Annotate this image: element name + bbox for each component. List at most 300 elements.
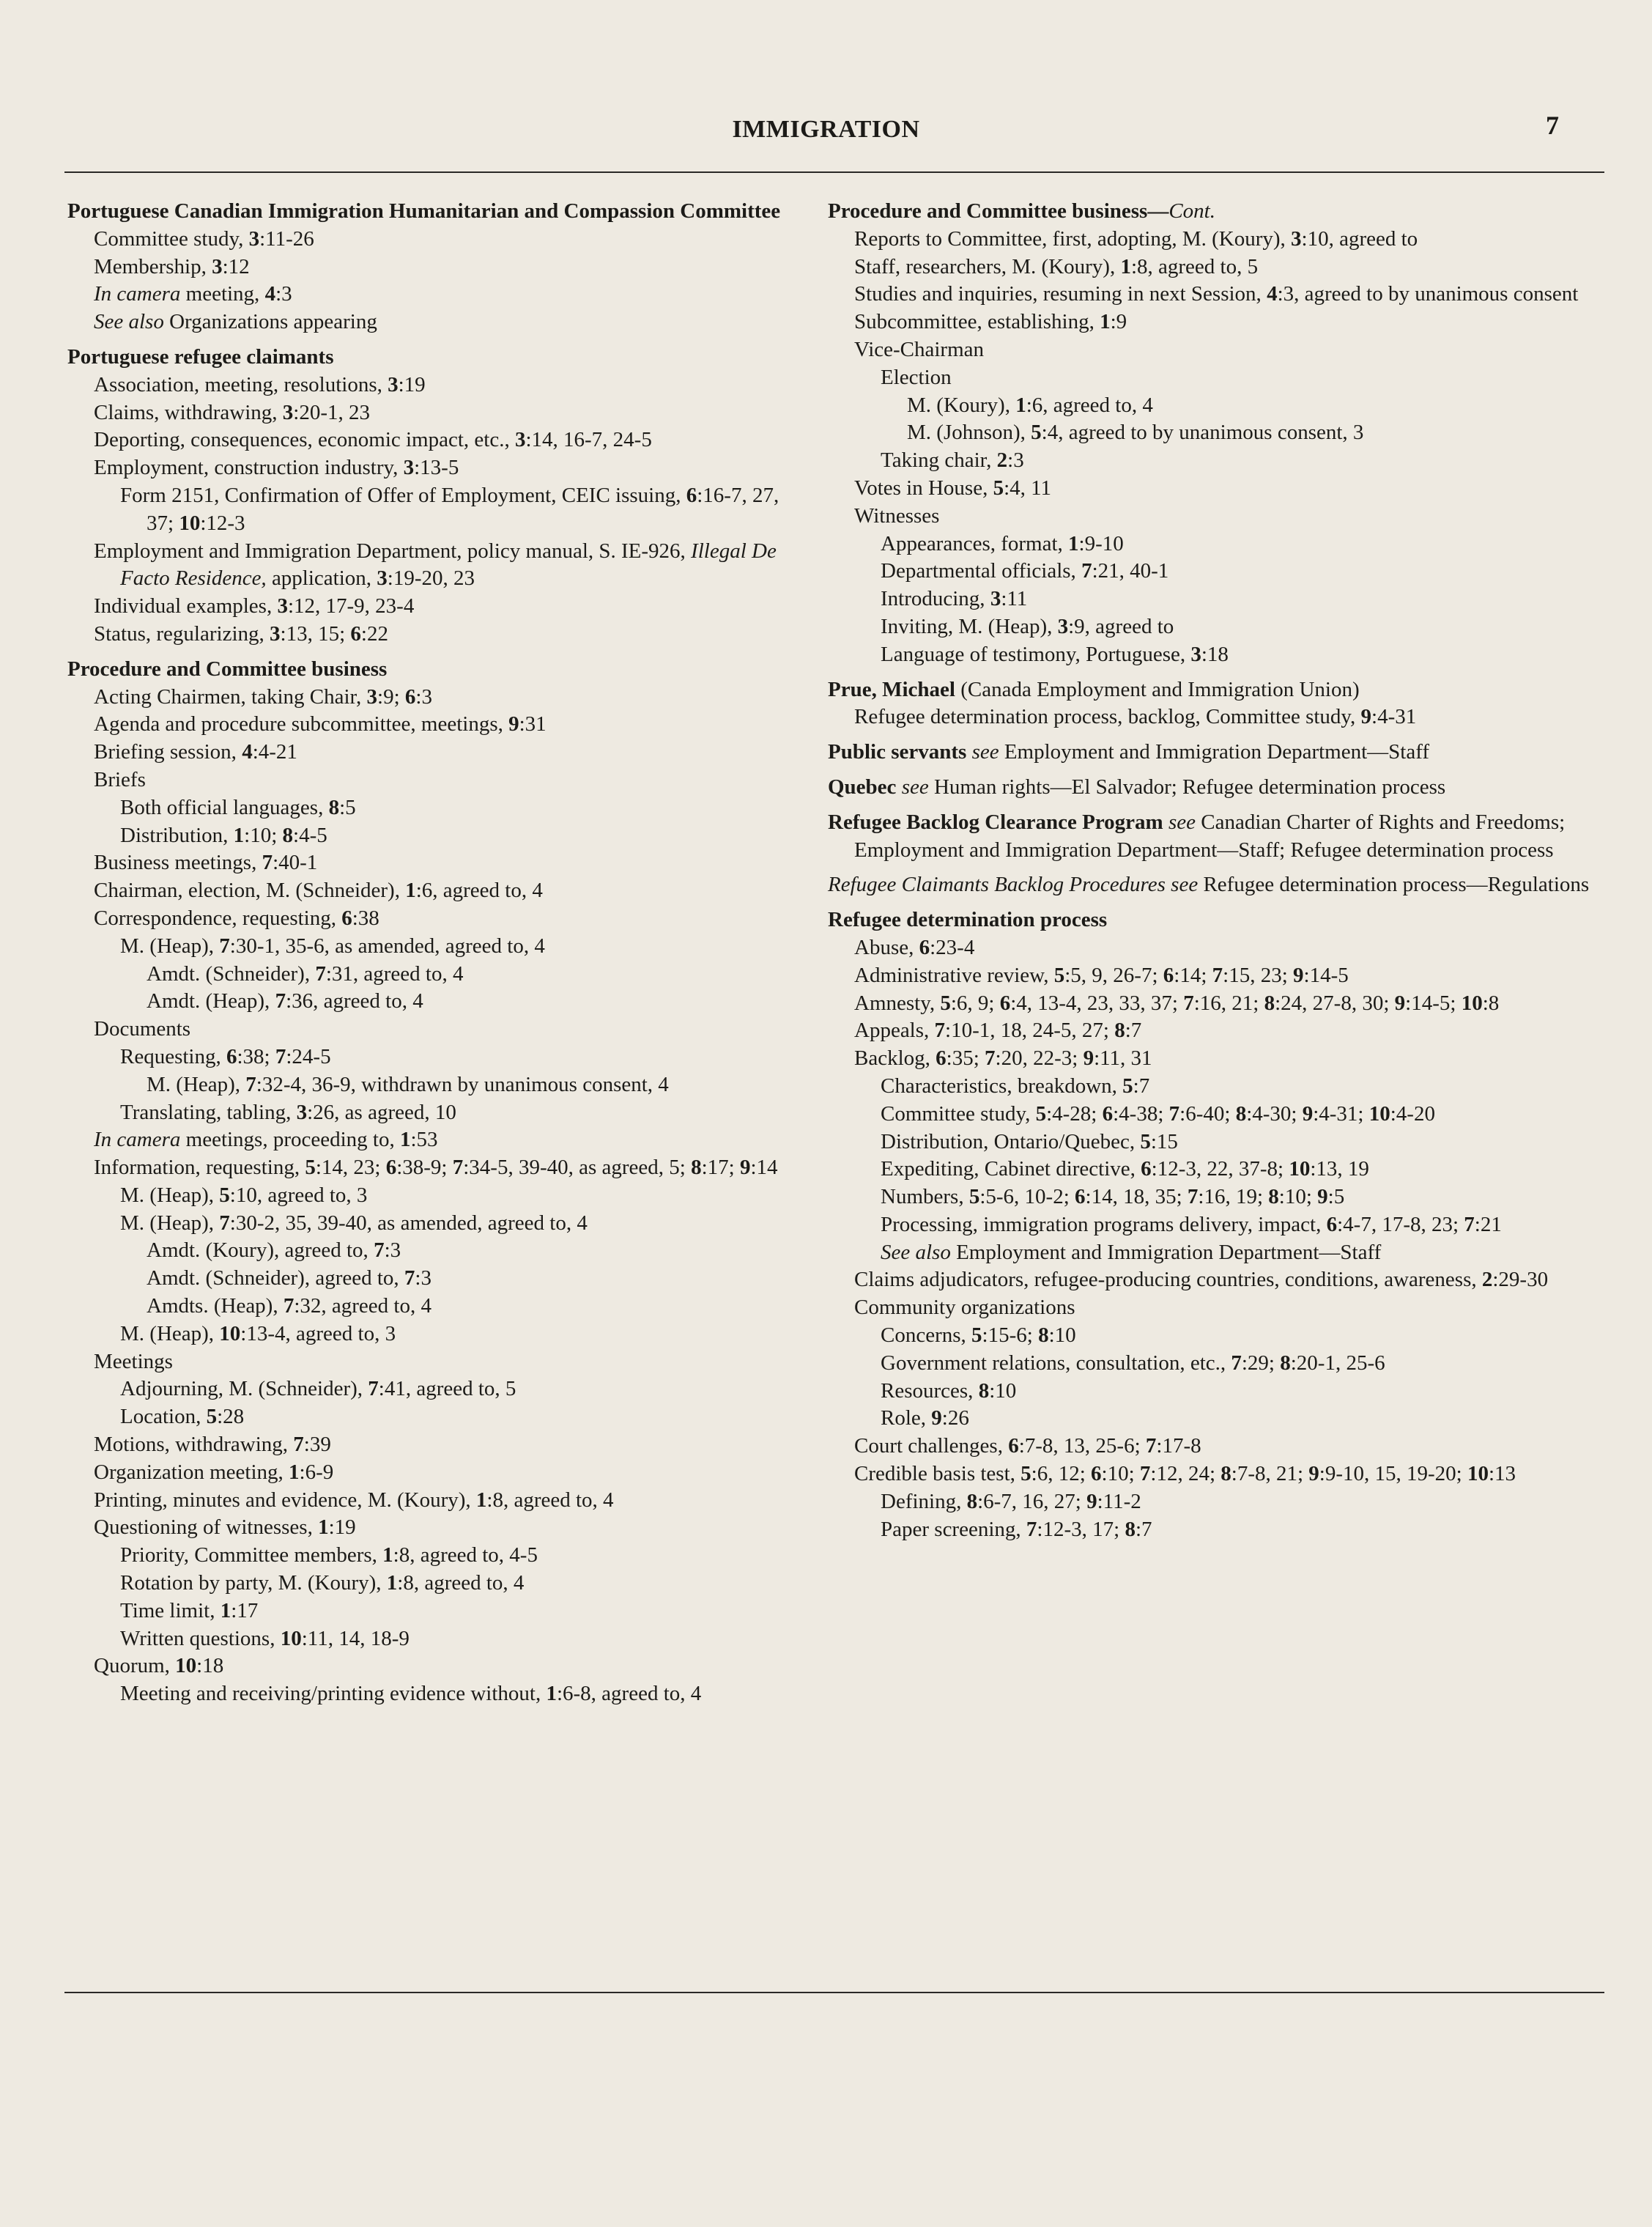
entry-text: 10 [219,1321,241,1345]
entry-text: Briefing session, [94,740,242,764]
entry-text: :3 [1007,448,1024,473]
entry-text: :38; [237,1044,275,1068]
entry-text: 7 [1145,1434,1157,1458]
entry-text: Community organizations [854,1296,1075,1320]
entry-text: 7 [293,1433,304,1457]
entry-text: :10, agreed to [1301,226,1418,251]
index-entry [67,1071,800,1099]
entry-text: Government relations, consultation, etc., [881,1351,1231,1375]
entry-text: 6 [1102,1101,1114,1126]
index-entry [828,447,1604,475]
entry-text: Court challenges, [854,1434,1009,1458]
index-heading [67,344,800,372]
entry-text: Employment and Immigration Department—Staff [950,1240,1382,1264]
index-entry [67,1321,800,1348]
entry-text: :12 [222,254,250,278]
index-entry [828,962,1604,990]
entry-text: Adjourning, M. (Schneider), [120,1377,368,1401]
entry-text: :38-9; [396,1156,453,1180]
entry-text: 5 [1035,1101,1047,1126]
entry-text: Human rights—El Salvador; Refugee determination process [928,775,1446,799]
page-title: IMMIGRATION [732,116,920,143]
entry-text: 5 [206,1405,218,1429]
entry-text: :6-7, 16, 27; [977,1489,1087,1513]
entry-text: Numbers, [881,1185,969,1209]
entry-text: Refugee determination process [828,908,1108,932]
page-number: 7 [1546,111,1559,140]
entry-text: 10 [1289,1157,1311,1181]
entry-text: :10; [1101,1462,1140,1486]
entry-text: 6 [341,906,352,930]
entry-text: :6, 9; [950,991,1000,1015]
entry-text: 7 [245,1072,256,1096]
entry-text: 7 [368,1377,379,1401]
entry-text: 3 [270,621,281,646]
entry-text: :15 [1150,1129,1178,1153]
entry-text: :6, 12; [1031,1462,1092,1486]
entry-text: 5 [1140,1129,1151,1153]
index-entry [67,1375,800,1403]
entry-text: Committee study, [94,226,249,251]
index-entry [828,364,1604,392]
entry-text: 5 [940,991,951,1015]
entry-text: Concerns, [881,1323,972,1348]
entry-text: 3 [1291,226,1302,251]
entry-text: 8 [966,1489,978,1513]
entry-text: Studies and inquiries, resuming in next Session, [854,282,1267,306]
entry-text: Backlog, [854,1046,936,1071]
entry-text: Association, meeting, resolutions, [94,372,388,396]
index-entry [67,739,800,767]
entry-text: 6 [1163,963,1174,987]
entry-text: Written questions, [120,1626,281,1650]
entry-text: 7 [452,1156,464,1180]
entry-text: 8 [691,1156,702,1180]
entry-text: :13-5 [414,456,459,480]
entry-text: Processing, immigration programs delivery, impact, [881,1212,1327,1236]
entry-text: Acting Chairmen, taking Chair, [94,684,367,709]
entry-text: Motions, withdrawing, [94,1433,294,1457]
index-entry [828,1101,1604,1129]
entry-text: 10 [280,1626,302,1650]
entry-text: :29; [1241,1351,1281,1375]
entry-text: See also [881,1240,951,1264]
entry-text: Role, [881,1406,932,1430]
entry-text: M. (Johnson), [907,421,1031,445]
entry-text: :4-28; [1046,1101,1103,1126]
entry-text: :9; [377,684,405,709]
index-heading [828,871,1604,899]
entry-text: Amdt. (Heap), [147,989,275,1013]
entry-text: Departmental officials, [881,559,1082,583]
index-entry [67,1044,800,1071]
entry-text: 3 [296,1100,308,1124]
entry-text: Distribution, [120,823,234,847]
entry-text: 7 [1187,1185,1199,1209]
entry-text: :6-9 [299,1460,334,1484]
footer-rule [64,1992,1604,1993]
entry-text: 1 [1015,393,1026,417]
index-entry [828,558,1604,586]
entry-text: Reports to Committee, first, adopting, M. (Koury), [854,226,1292,251]
index-entry [67,1348,800,1376]
entry-text: Both official languages, [120,795,329,819]
entry-text: :10-1, 18, 24-5, 27; [945,1019,1115,1043]
entry-text: 7 [1183,991,1194,1015]
entry-text: :11-2 [1097,1489,1141,1513]
entry-text: 7 [985,1046,996,1071]
index-entry [67,1514,800,1542]
entry-text: Language of testimony, Portuguese, [881,642,1191,666]
index-entry [67,933,800,961]
entry-text: 7 [1168,1101,1180,1126]
index-heading [828,676,1604,704]
entry-text: 9 [508,712,519,736]
entry-text: :7 [1135,1517,1152,1541]
entry-text: :13, 19 [1310,1157,1369,1181]
entry-text: 10 [179,511,201,535]
entry-text: 9 [1394,991,1406,1015]
entry-text: Amdts. (Heap), [147,1294,284,1318]
entry-text: :38 [352,906,379,930]
entry-text: 5 [1031,421,1042,445]
entry-text: Employment and Immigration Department—Staff [999,740,1429,764]
entry-text: :20-1, 23 [293,400,370,424]
entry-text: :5 [339,795,356,819]
entry-text: Public servants [828,740,967,764]
entry-text: :10; [1278,1185,1318,1209]
index-entry [67,399,800,427]
entry-text: :12-3, 17; [1037,1517,1125,1541]
entry-text: :35; [946,1046,985,1071]
entry-text: :32-4, 36-9, withdrawn by unanimous consent, 4 [256,1072,669,1096]
entry-text: :30-1, 35-6, as amended, agreed to, 4 [229,934,545,958]
index-entry [828,1294,1604,1322]
entry-text: 6 [1091,1462,1102,1486]
entry-text: 1 [382,1543,393,1567]
entry-text: see [896,775,929,799]
entry-text: Defining, [881,1489,967,1513]
entry-text: 1 [386,1571,398,1595]
index-entry [67,226,800,254]
entry-text: Employment, construction industry, [94,456,404,480]
entry-text: :18 [1201,642,1229,666]
entry-text: Portuguese Canadian Immigration Humanitarian and Compassion Committee [67,199,781,223]
entry-text: Documents [94,1017,191,1041]
entry-text: 8 [1125,1517,1136,1541]
entry-text: :26 [941,1406,969,1430]
index-entry [67,711,800,739]
index-entry [828,934,1604,962]
entry-text: 6 [350,621,361,646]
entry-text: M. (Heap), [120,934,220,958]
entry-text: 6 [1326,1212,1338,1236]
entry-text: 3 [377,566,388,591]
entry-text: meetings, proceeding to, [180,1128,400,1152]
entry-text: Translating, tabling, [120,1100,297,1124]
entry-text: :24-5 [286,1044,331,1068]
index-entry [67,1182,800,1210]
entry-text: 8 [328,795,340,819]
index-entry [828,990,1604,1018]
entry-text: 7 [934,1019,946,1043]
entry-text: 8 [1235,1101,1247,1126]
entry-text: :31, agreed to, 4 [325,961,464,986]
index-entry [67,988,800,1016]
index-entry [67,1265,800,1293]
entry-text: 3 [990,587,1001,611]
entry-text: :5, 9, 26-7; [1064,963,1163,987]
entry-text: 6 [404,684,416,709]
entry-text: 2 [1481,1268,1493,1292]
entry-text: Organizations appearing [163,310,377,334]
entry-text: :7 [1125,1019,1142,1043]
entry-text: 2 [996,448,1008,473]
entry-text: :8 [1482,991,1500,1015]
index-column-right [828,198,1604,1543]
index-entry [828,703,1604,731]
index-entry [67,1237,800,1265]
entry-text: :16, 21; [1193,991,1264,1015]
index-entry [67,1487,800,1515]
entry-text: Distribution, Ontario/Quebec, [881,1129,1141,1153]
entry-text: 6 [1008,1434,1019,1458]
entry-text: Refugee determination process, backlog, Committee study, [854,705,1361,729]
entry-text: :17 [231,1598,259,1622]
entry-text: Inviting, M. (Heap), [881,614,1058,638]
index-entry [828,1460,1604,1488]
entry-text: M. (Heap), [120,1183,220,1207]
entry-text: Briefs [94,767,146,791]
entry-text: Expediting, Cabinet directive, [881,1157,1141,1181]
entry-text: Illegal De Facto Residence, [120,539,777,591]
entry-text: 8 [282,823,294,847]
index-entry [828,1516,1604,1544]
entry-text: Amdt. (Schneider), [147,961,316,986]
index-heading [67,198,800,226]
entry-text: :13 [1488,1462,1516,1486]
index-entry [828,641,1604,669]
index-entry [828,1405,1604,1433]
entry-text: :6, agreed to, 4 [1026,393,1153,417]
entry-text: Amnesty, [854,991,941,1015]
entry-text: :3 [384,1238,401,1263]
entry-text: 9 [1086,1489,1097,1513]
index-entry [828,1045,1604,1073]
entry-text: :53 [410,1128,438,1152]
entry-text: 7 [275,989,286,1013]
index-entry [67,794,800,822]
index-entry [67,1652,800,1680]
entry-text: Credible basis test, [854,1462,1021,1486]
entry-text: Introducing, [881,587,990,611]
entry-text: :8, agreed to, 4 [397,1571,525,1595]
entry-text: Agenda and procedure subcommittee, meetings, [94,712,509,736]
index-entry [67,767,800,794]
entry-text: Administrative review, [854,963,1054,987]
entry-text: :10 [989,1378,1017,1403]
entry-text: Taking chair, [881,448,997,473]
index-entry [67,1680,800,1708]
entry-text: 3 [388,372,399,396]
entry-text: Location, [120,1405,207,1429]
entry-text: 10 [1467,1462,1489,1486]
index-entry [67,1293,800,1321]
index-entry [828,1433,1604,1460]
entry-text: Election [881,365,952,389]
entry-text: 8 [978,1378,990,1403]
entry-text: Votes in House, [854,476,993,500]
index-entry [67,372,800,399]
entry-text: 3 [514,428,526,452]
index-entry [828,254,1604,281]
entry-text: 1 [546,1682,557,1706]
entry-text: Status, regularizing, [94,621,270,646]
entry-text: :12-3, 22, 37-8; [1151,1157,1289,1181]
entry-text: Membership, [94,254,212,278]
entry-text: :11, 14, 18-9 [301,1626,410,1650]
index-entry [67,1598,800,1625]
entry-text: Appeals, [854,1019,935,1043]
entry-text: Individual examples, [94,594,278,618]
entry-text: Canadian Charter of Rights and Freedoms; Employment and Immigration Department—Staff; Refugee determination process [854,810,1566,862]
entry-text: 7 [1026,1517,1037,1541]
entry-text: Paper screening, [881,1517,1026,1541]
entry-text: :18 [196,1654,224,1678]
header-rule [64,171,1604,173]
entry-text: :39 [303,1433,331,1457]
index-entry [67,621,800,649]
entry-text: Committee study, [881,1101,1036,1126]
index-entry [67,538,800,594]
index-entry [67,961,800,989]
entry-text: M. (Heap), [120,1211,220,1235]
entry-text: 1 [220,1598,231,1622]
entry-text: see [1163,810,1196,834]
entry-text: :34-5, 39-40, as agreed, 5; [463,1156,692,1180]
index-entry [828,1017,1604,1045]
entry-text: :40-1 [273,851,318,875]
index-entry [67,1542,800,1570]
index-entry [67,822,800,850]
entry-text: :14; [1174,963,1212,987]
entry-text: 1 [318,1515,329,1540]
entry-text: Chairman, election, M. (Schneider), [94,879,406,903]
entry-text: 8 [1114,1019,1125,1043]
entry-text: Meeting and receiving/printing evidence without, [120,1682,547,1706]
index-entry [828,1350,1604,1378]
index-entry [67,1625,800,1653]
entry-text: :4, 13-4, 23, 33, 37; [1010,991,1184,1015]
entry-text: :9-10, 15, 19-20; [1319,1462,1467,1486]
entry-text: :13, 15; [280,621,351,646]
entry-text: Organization meeting, [94,1460,289,1484]
entry-text: M. (Heap), [147,1072,246,1096]
index-entry [67,426,800,454]
index-heading [828,906,1604,934]
entry-text: :5-6, 10-2; [979,1185,1075,1209]
entry-text: :4-30; [1246,1101,1303,1126]
entry-text: :31 [519,712,547,736]
index-entry [67,1154,800,1182]
entry-text: :8, agreed to, 5 [1130,254,1259,278]
index-entry [828,226,1604,254]
entry-text: Resources, [881,1378,979,1403]
entry-text: 5 [971,1323,982,1348]
entry-text: 9 [1083,1046,1094,1071]
entry-text: :12, 24; [1150,1462,1221,1486]
entry-text: In camera [94,282,181,306]
entry-text: meeting, [180,282,265,306]
entry-text: :14-5; [1405,991,1462,1015]
index-entry [67,593,800,621]
entry-text: Information, requesting, [94,1156,305,1180]
entry-text: Meetings [94,1349,173,1373]
entry-text: 10 [175,1654,197,1678]
index-entry [828,1073,1604,1101]
entry-text: 6 [686,483,697,507]
entry-text: Subcommittee, establishing, [854,310,1100,334]
entry-text: 4 [1267,282,1278,306]
index-entry [828,503,1604,531]
entry-text: 7 [283,1294,295,1318]
entry-text: Procedure and Committee business— [828,199,1169,223]
entry-text: Business meetings, [94,851,262,875]
entry-text: :17-8 [1156,1434,1201,1458]
entry-text: Amdt. (Schneider), agreed to, [147,1266,404,1290]
entry-text: 9 [931,1406,942,1430]
entry-text: 6 [936,1046,947,1071]
entry-text: Procedure and Committee business [67,657,388,681]
entry-text: :20, 22-3; [995,1046,1084,1071]
entry-text: :9, agreed to [1068,614,1174,638]
entry-text: 3 [1057,614,1069,638]
entry-text: :4-21 [252,740,297,764]
index-entry [67,1210,800,1238]
entry-text: 3 [403,456,415,480]
index-entry [67,849,800,877]
entry-text: 10 [1461,991,1483,1015]
entry-text: 10 [1368,1101,1390,1126]
entry-text: :19 [398,372,426,396]
entry-text: 8 [1221,1462,1231,1486]
entry-text: :10 [1048,1323,1076,1348]
entry-text: :36, agreed to, 4 [286,989,423,1013]
entry-text: :8, agreed to, 4-5 [393,1543,538,1567]
entry-text: Staff, researchers, M. (Koury), [854,254,1121,278]
index-entry [828,531,1604,558]
entry-text: Characteristics, breakdown, [881,1074,1123,1098]
entry-text: :19 [328,1515,356,1540]
entry-text: :21 [1474,1212,1502,1236]
entry-text: :16, 19; [1198,1185,1269,1209]
index-entry [828,419,1604,447]
entry-text: (Canada Employment and Immigration Union) [955,677,1360,701]
entry-text: 4 [242,740,253,764]
entry-text: :4-31; [1313,1101,1369,1126]
entry-text: see [966,740,999,764]
entry-text: 3 [248,226,260,251]
entry-text: 5 [219,1183,230,1207]
entry-text: 8 [1280,1351,1291,1375]
entry-text: :10, agreed to, 3 [229,1183,368,1207]
index-entry [67,454,800,482]
index-entry [828,1156,1604,1183]
index-entry [67,482,800,538]
entry-text: 9 [1308,1462,1319,1486]
entry-text: Prue, Michael [828,677,955,701]
entry-text: M. (Koury), [907,393,1016,417]
